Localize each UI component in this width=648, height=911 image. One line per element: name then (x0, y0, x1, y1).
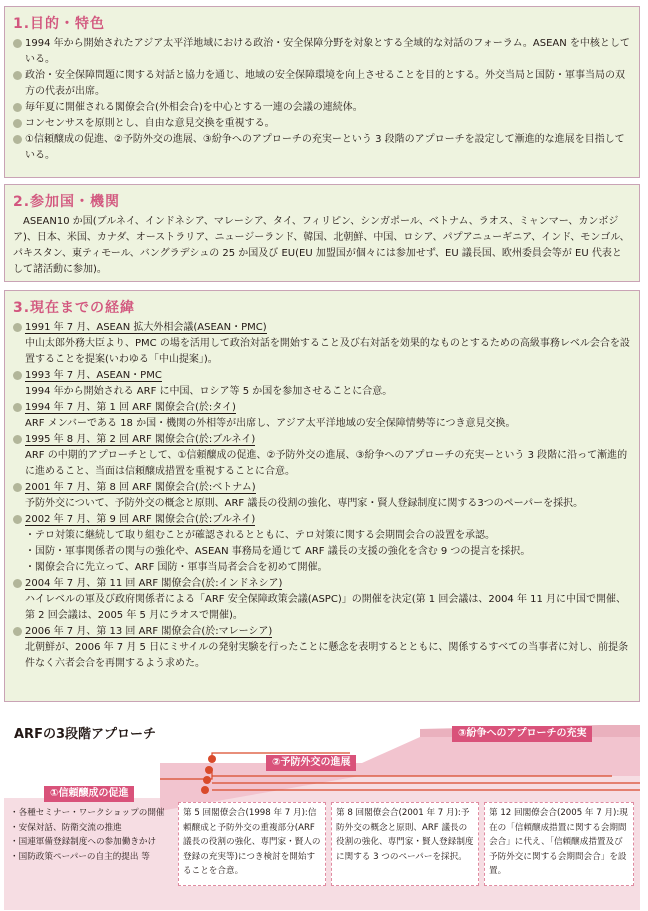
list-item: 毎年夏に開催される閣僚会合(外相会合)を中心とする一連の会議の連続体。 (13, 100, 631, 116)
list-item: ・安保対話、防衛交流の推進 (10, 822, 122, 833)
diagram-title: ARFの3段階アプローチ (14, 727, 156, 742)
history-entry-body: 1994 年から開始される ARF に中国、ロシア等 5 か国を参加させることに合意。 (25, 386, 393, 397)
history-entry-body: ハイレベルの軍及び政府関係者による「ARF 安全保障政策会議(ASPC)」の開催を決定(第 1 回会議は、2004 年 11 月に中国で開催、第 2 回会議は、2005 年 5 月にラオスで開催)。 (25, 594, 627, 621)
meeting-box-2001: 第 8 回閣僚会合(2001 年 7 月):予防外交の概念と原則、ARF 議長の役割の強化、専門家・賢人登録制度に関する 3 つのペーパーを採択。 (331, 802, 479, 886)
stage-1-label: ①信頼醸成の促進 (44, 786, 134, 802)
list-item: 1994 年から開始されたアジア太平洋地域における政治・安全保障分野を対象とする全域的な対話のフォーラム。ASEAN を中核としている。 (13, 36, 631, 68)
history-entry-title: 1991 年 7 月、ASEAN 拡大外相会議(ASEAN・PMC) (13, 320, 631, 336)
list-item: ①信頼醸成の促進、②予防外交の進展、③紛争へのアプローチの充実ーという 3 段階のアプローチを設定して漸進的な進展を目指している。 (13, 132, 631, 164)
section-title: 3.現在までの経緯 (13, 300, 136, 316)
bullet-icon (13, 39, 22, 48)
meeting-box-2005: 第 12 回閣僚会合(2005 年 7 月):現在の「信頼醸成措置に関する会期間会合」に代え、「信頼醸成措置及び予防外交に関する会期間会合」を設置。 (484, 802, 634, 886)
stage-3-label: ③紛争へのアプローチの充実 (452, 726, 592, 742)
history-entry-body: ARF メンバーである 18 か国・機関の外相等が出席し、アジア太平洋地域の安全保障情勢等につき意見交換。 (25, 418, 516, 429)
bullet-icon (13, 579, 22, 588)
marker-dot (208, 755, 216, 763)
stage-1-activities (10, 806, 178, 864)
bullet-icon (13, 135, 22, 144)
bullet-icon (13, 627, 22, 636)
section-title: 1.目的・特色 (13, 16, 106, 32)
section-purpose (4, 6, 640, 178)
history-entry-title: 2006 年 7 月、第 13 回 ARF 閣僚会合(於:マレーシア) (13, 624, 631, 640)
marker-dot (205, 766, 213, 774)
section-history (4, 290, 640, 702)
bullet-icon (13, 515, 22, 524)
list-item: 政治・安全保障問題に関する対話と協力を通じ、地域の安全保障環境を向上させることを目的とする。外交当局と国防・軍事当局の双方の代表が出席。 (13, 68, 631, 100)
history-entry-title: 2002 年 7 月、第 9 回 ARF 閣僚会合(於:ブルネイ) (13, 512, 631, 528)
bullet-icon (13, 119, 22, 128)
list-item: ・国連軍備登録制度への参加働きかけ (10, 837, 157, 847)
list-item: ・国防政策ペーパーの自主的提出 等 (10, 851, 150, 862)
history-entry-body: 中山太郎外務大臣より、PMC の場を活用して政治対話を開始すること及び右対話を効果的なものとするための高級事務レベル会合を設置することを提案(いわゆる「中山提案」)。 (25, 338, 630, 365)
bullet-icon (13, 435, 22, 444)
history-entry-title: 2004 年 7 月、第 11 回 ARF 閣僚会合(於:インドネシア) (13, 576, 631, 592)
bullet-icon (13, 323, 22, 332)
marker-dot (201, 786, 209, 794)
history-entry-body: 北朝鮮が、2006 年 7 月 5 日にミサイルの発射実験を行ったことに懸念を表明するとともに、関係するすべての当事者に対し、前提条件なく六者会合を再開するよう求めた。 (25, 642, 629, 669)
meeting-box-1998: 第 5 回閣僚会合(1998 年 7 月):信頼醸成と予防外交の重複部分(ARF 議長の役割の強化、専門家・賢人の登録の充実等)につき検討を開始することを合意。 (178, 802, 326, 886)
history-list (13, 320, 631, 672)
bullet-icon (13, 483, 22, 492)
history-entry-title: 2001 年 7 月、第 8 回 ARF 閣僚会合(於:ベトナム) (13, 480, 631, 496)
section-members (4, 184, 640, 282)
history-entry-body: ARF の中期的アプローチとして、①信頼醸成の促進、②予防外交の進展、③紛争へのアプローチの充実ーという 3 段階に沿って漸進的に進めること、当面は信頼醸成措置を重視することに合意。 (25, 450, 628, 477)
list-item: コンセンサスを原則とし、自由な意見交換を重視する。 (13, 116, 631, 132)
marker-dot (203, 776, 211, 784)
list-item: ・各種セミナー・ワークショップの開催 (10, 808, 165, 818)
bullet-icon (13, 371, 22, 380)
history-entry-title: 1994 年 7 月、第 1 回 ARF 閣僚会合(於:タイ) (13, 400, 631, 416)
bullet-icon (13, 403, 22, 412)
members-text: ASEAN10 か国(ブルネイ、インドネシア、マレーシア、タイ、フィリピン、シンガポール、ベトナム、ラオス、ミャンマー、カンボジア)、日本、米国、カナダ、オーストラリア、ニュージーランド、韓国、北朝鮮、中国、ロシア、パプアニューギニア、インド、モンゴル、パキスタン、東ティモール、バングラデシュの 25 か国及び EU(EU 加盟国が個々には参加せず、EU 議長国、欧州委員会等が EU 代表として諸活動に参加)。 (13, 216, 630, 275)
history-entry-title: 1995 年 8 月、第 2 回 ARF 閣僚会合(於:ブルネイ) (13, 432, 631, 448)
history-entry-body: ・テロ対策に継続して取り組むことが確認されるとともに、テロ対策に関する会期間会合の設置を承認。 ・国防・軍事関係者の関与の強化や、ASEAN 事務局を通じて ARF 議長の支援の強化を含む 9 つの提言を採択。 ・閣僚会合に先立って、ARF 国防・軍事当局者会合を初めて開催。 (25, 530, 531, 573)
stage-2-label: ②予防外交の進展 (266, 755, 356, 771)
history-entry-body: 予防外交について、予防外交の概念と原則、ARF 議長の役割の強化、専門家・賢人登録制度に関する3つのペーパーを採択。 (25, 498, 584, 509)
bullet-icon (13, 103, 22, 112)
section-title: 2.参加国・機関 (13, 194, 121, 210)
bullet-icon (13, 71, 22, 80)
history-entry-title: 1993 年 7 月、ASEAN・PMC (13, 368, 631, 384)
